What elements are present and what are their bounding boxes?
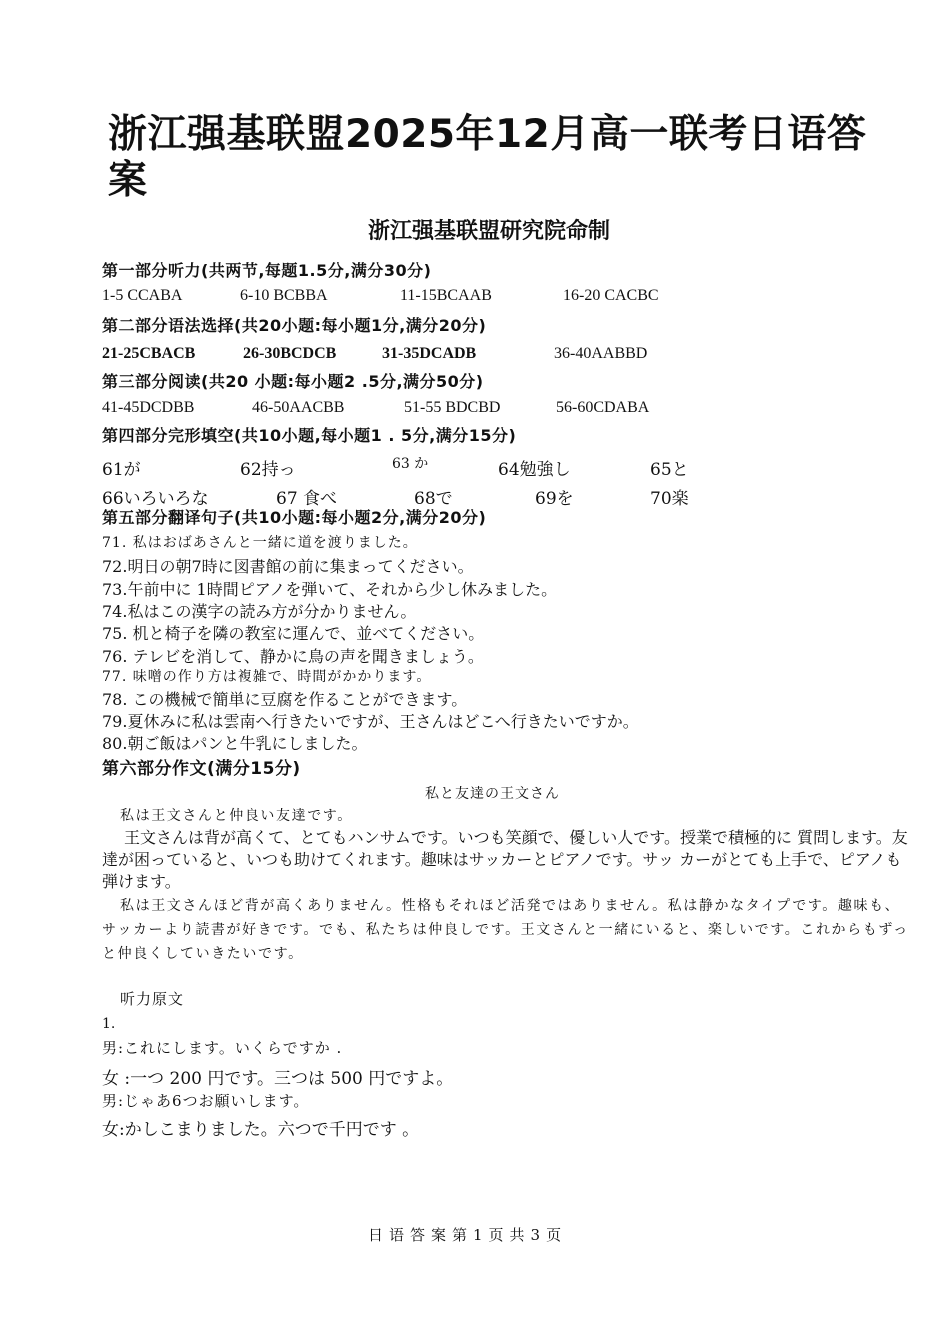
part1-heading: 第一部分听力(共两节,每题1.5分,满分30分) [102, 261, 432, 280]
cloze-answer: 67 食べ [276, 489, 338, 509]
part2-answer: 31-35DCADB [382, 345, 477, 362]
translation-item: 78. この機械で簡単に豆腐を作ることができます。 [102, 690, 468, 709]
cloze-answer: 62持っ [240, 460, 296, 480]
translation-item: 79.夏休みに私は雲南へ行きたいですが、王さんはどこへ行きたいですか。 [102, 712, 639, 731]
part4-heading: 第四部分完形填空(共10小题,每小题1 . 5分,满分15分) [102, 426, 517, 445]
listening-number: 1. [102, 1016, 116, 1032]
essay-title: 私と友達の王文さん [425, 786, 560, 802]
page-subtitle: 浙江强基联盟研究院命制 [368, 219, 611, 244]
essay-paragraph: 王文さんは背が高くて、とてもハンサムです。いつも笑顔で、優しい人です。授業で積極的に 質問します。友達が困っていると、いつも助けてくれます。趣味はサッカーとピアノです。サッ カーがとても上手で、ピアノも弾けます。 [102, 828, 908, 891]
part1-answer: 16-20 CACBC [563, 287, 659, 304]
part3-heading: 第三部分阅读(共20 小题:每小题2 .5分,满分50分) [102, 372, 484, 391]
part1-answer: 6-10 BCBBA [240, 287, 328, 304]
cloze-answer: 63 か [392, 456, 429, 472]
dialog-line: 女:かしこまりました。六つで千円です 。 [102, 1120, 420, 1140]
essay-paragraph: 私は王文さんほど背が高くありません。性格もそれほど活発ではありません。私は静かなタイプです。趣味も、サッカーより読書が好きです。でも、私たちは仲良しです。王文さんと一緒にいると、楽しいです。これからもずっと仲良くしていきたいです。 [102, 898, 909, 962]
dialog-line: 女 :一つ 200 円です。三つは 500 円ですよ。 [102, 1069, 454, 1089]
essay-paragraph: 私は王文さんと仲良い友達です。 [120, 808, 353, 824]
translation-item: 77. 味噌の作り方は複雑で、時間がかかります。 [102, 669, 432, 685]
cloze-answer: 66いろいろな [102, 489, 209, 509]
translation-item: 72.明日の朝7時に図書館の前に集まってください。 [102, 557, 474, 576]
part1-answer: 11-15BCAAB [400, 287, 492, 304]
part2-heading: 第二部分语法选择(共20小题:每小题1分,满分20分) [102, 316, 487, 335]
part2-answer: 36-40AABBD [554, 345, 648, 362]
cloze-answer: 70楽 [650, 489, 689, 509]
part3-answer: 51-55 BDCBD [404, 399, 501, 416]
dialog-line: 男:じゃあ6つお願いします。 [102, 1092, 310, 1110]
cloze-answer: 68で [414, 489, 453, 509]
part5-heading: 第五部分翻译句子(共10小题:每小题2分,满分20分) [102, 508, 487, 527]
part3-answer: 56-60CDABA [556, 399, 650, 416]
translation-item: 80.朝ご飯はパンと牛乳にしました。 [102, 734, 368, 753]
cloze-answer: 64勉強し [498, 460, 571, 480]
dialog-line: 男:これにします。いくらですか . [102, 1039, 343, 1057]
listening-heading: 听力原文 [120, 990, 185, 1008]
part2-answer: 26-30BCDCB [243, 345, 337, 362]
cloze-answer: 69を [535, 489, 574, 509]
part3-answer: 41-45DCDBB [102, 399, 195, 416]
translation-item: 76. テレビを消して、静かに鳥の声を聞きましょう。 [102, 647, 484, 666]
part2-answer: 21-25CBACB [102, 345, 196, 362]
part3-answer: 46-50AACBB [252, 399, 345, 416]
part1-answer: 1-5 CCABA [102, 287, 183, 304]
cloze-answer: 65と [650, 460, 689, 480]
part6-heading: 第六部分作文(满分15分) [102, 759, 301, 779]
translation-item: 71. 私はおばあさんと一緒に道を渡りました。 [102, 535, 418, 551]
page-title: 浙江强基联盟2025年12月高一联考日语答案 [108, 112, 867, 203]
translation-item: 75. 机と椅子を隣の教室に運んで、並べてください。 [102, 624, 485, 643]
translation-item: 74.私はこの漢字の読み方が分かりません。 [102, 602, 417, 621]
page-footer: 日语答案第1页共3页 [368, 1226, 568, 1244]
translation-item: 73.午前中に 1時間ピアノを弾いて、それから少し休みました。 [102, 580, 558, 599]
cloze-answer: 61が [102, 460, 141, 480]
